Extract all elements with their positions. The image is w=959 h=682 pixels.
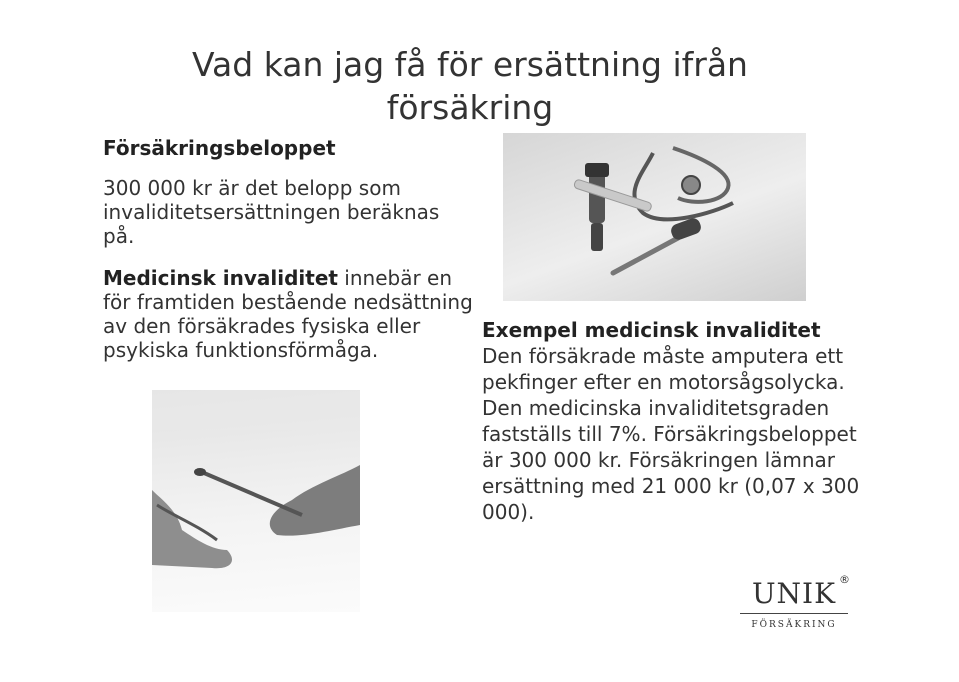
page-title-line-2: försäkring — [386, 88, 554, 127]
example-body: Den försäkrade måste amputera ett pekfinger efter en motorsågsolycka. Den medicinska invaliditetsgraden fastställs till 7%. Försäkringsbeloppet är 300 000 kr. Försäkringen lämnar ersättning med 21 000 kr (0,07 x 300 000). — [482, 344, 860, 524]
logo-subtitle: FÖRSÄKRING — [751, 620, 837, 630]
medical-instruments-photo — [503, 133, 806, 301]
hands-with-instrument-photo — [152, 390, 360, 612]
section-body-medicinsk-invaliditet: innebär en för framtiden bestående nedsättning av den försäkrades fysiska eller psykiska funktionsförmåga. — [103, 266, 473, 362]
logo-name: UNIK — [740, 577, 848, 614]
medical-instruments-illustration — [503, 133, 806, 301]
hands-illustration — [152, 390, 360, 612]
example-heading: Exempel medicinsk invaliditet — [482, 318, 821, 342]
section-body-forsakringsbeloppet: 300 000 kr är det belopp som invaliditetsersättningen beräknas på. — [103, 176, 440, 248]
section-medicinsk-invaliditet — [103, 266, 473, 362]
unik-logo — [740, 573, 850, 630]
page-title-line-1: Vad kan jag få för ersättning ifrån — [192, 45, 748, 84]
section-heading-forsakringsbeloppet: Försäkringsbeloppet — [103, 136, 336, 160]
example-section — [482, 317, 882, 525]
section-heading-medicinsk-invaliditet: Medicinsk invaliditet — [103, 266, 338, 290]
registered-mark-icon: ® — [839, 573, 850, 586]
